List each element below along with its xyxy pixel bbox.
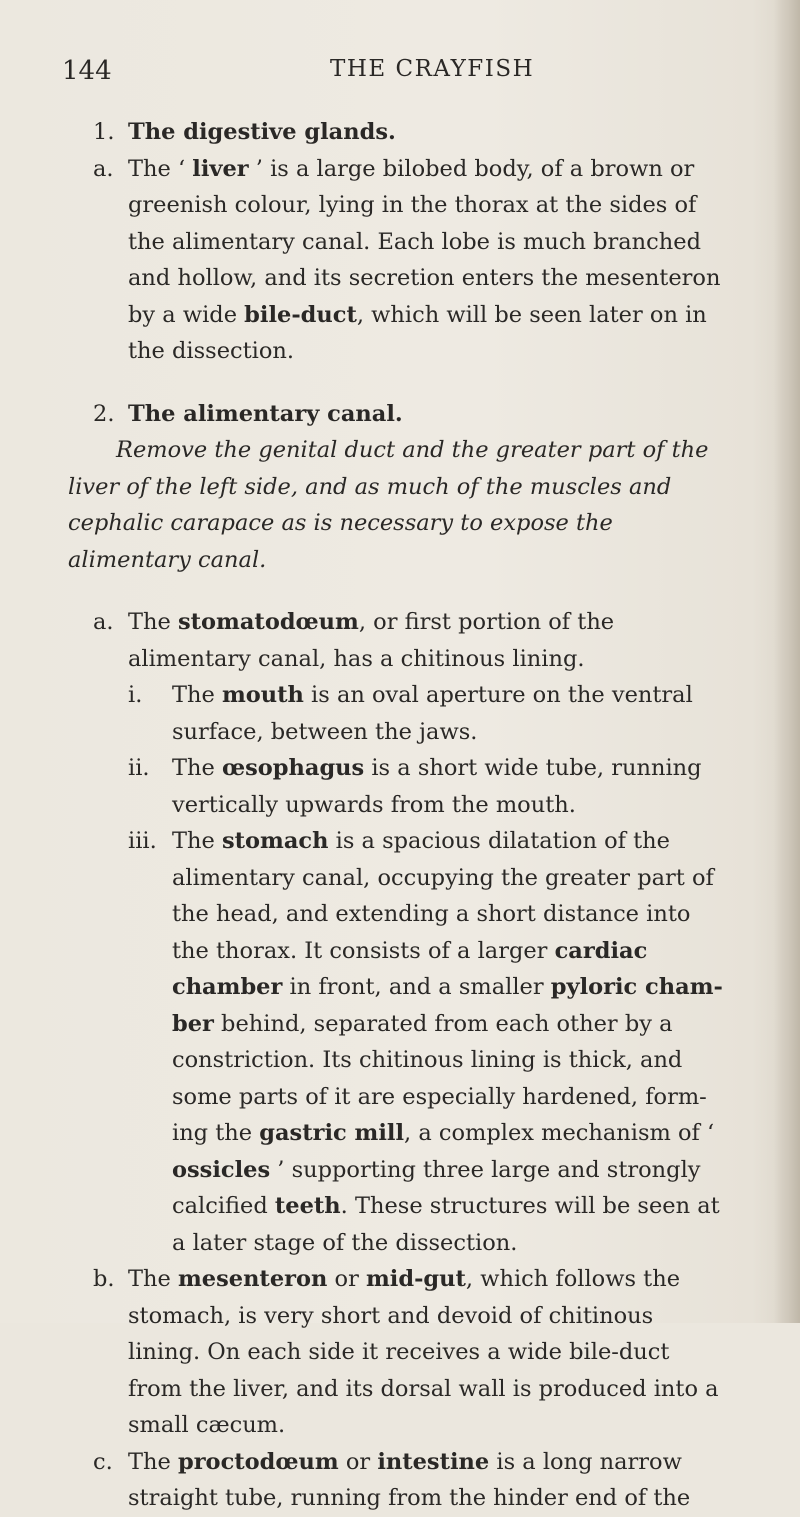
term-stomatodoeum: stomatodœum bbox=[177, 609, 359, 635]
paragraph-2a-iii bbox=[0, 823, 800, 1261]
term-oesophagus: œsophagus bbox=[221, 755, 365, 781]
paragraph-2c bbox=[0, 1444, 800, 1517]
term-mid-gut: mid-gut bbox=[365, 1266, 466, 1292]
page-body bbox=[0, 114, 800, 1517]
spacer bbox=[0, 370, 800, 396]
text-run: is an oval aperture on the ventral surface, between the jaws. bbox=[172, 682, 693, 745]
paragraph-1a bbox=[0, 151, 800, 370]
paragraph-2a-iii-marker: iii. bbox=[128, 828, 157, 854]
term-stomach: stomach bbox=[221, 828, 329, 854]
section-1-heading bbox=[0, 114, 800, 151]
term-cardiac-chamber: cardiac chamber bbox=[172, 937, 648, 1000]
text-run: is a spacious dilatation of the alimentary canal, occupying the greater part of the head, and extending a short distance into the thorax. It consists of a larger bbox=[172, 828, 714, 964]
term-mouth: mouth bbox=[221, 682, 304, 708]
paragraph-2a-ii bbox=[0, 750, 800, 823]
text-run: ’ supporting three large and strongly calcified bbox=[172, 1156, 701, 1219]
text-run: is a long narrow straight tube, running from the hinder end of the bbox=[128, 1448, 691, 1511]
term-teeth: teeth bbox=[274, 1193, 341, 1219]
term-bile-duct: bile-duct bbox=[244, 301, 357, 328]
text-run: The bbox=[128, 609, 178, 635]
text-run: behind, separated from each other by a constriction. Its chitinous lining is thick, and some parts of it are especially hardened, forming the bbox=[172, 1010, 707, 1146]
text-run: The bbox=[128, 1266, 178, 1292]
text-run: in front, and a smaller bbox=[282, 974, 551, 1000]
spacer bbox=[0, 578, 800, 604]
term-liver: liver bbox=[192, 155, 249, 182]
paragraph-2b bbox=[0, 1261, 800, 1444]
text-run: or bbox=[327, 1266, 366, 1292]
text-run: , a complex mechanism of ‘ bbox=[404, 1120, 715, 1146]
section-2-title: The alimentary canal. bbox=[128, 400, 403, 427]
term-pyloric-chamber: pyloric chamber bbox=[172, 974, 723, 1037]
section-1-title: The digestive glands. bbox=[128, 119, 396, 145]
term-intestine: intestine bbox=[377, 1448, 490, 1475]
section-1-number: 1. bbox=[93, 119, 115, 145]
text-run: or bbox=[338, 1448, 378, 1475]
page-number: 144 bbox=[62, 56, 112, 86]
term-proctodoeum: proctodœum bbox=[177, 1448, 339, 1475]
text-run: The ‘ bbox=[128, 155, 193, 182]
paragraph-2a bbox=[0, 604, 800, 677]
page-header bbox=[62, 56, 710, 96]
text-run: , which follows the stomach, is very short and devoid of chitinous lining. On each side it receives a wide bile-duct from the liver, and its dorsal wall is produced into a small cæcum. bbox=[128, 1266, 719, 1438]
text-run: . These structures will be seen at a later stage of the dissection. bbox=[172, 1193, 720, 1256]
term-gastric-mill: gastric mill bbox=[259, 1120, 405, 1146]
text-run: The bbox=[172, 682, 222, 708]
paragraph-2a-i-marker: i. bbox=[128, 682, 143, 708]
section-2-number: 2. bbox=[93, 400, 115, 427]
paragraph-2a-marker: a. bbox=[93, 609, 114, 635]
text-run: , or first portion of the alimentary canal, has a chitinous lining. bbox=[128, 609, 615, 672]
text-run: ’ is a large bilobed body, of a brown or greenish colour, lying in the thorax at the sides of the alimentary canal. Each lobe is much branched and hollow, and its secretion enters the mesenteron by a wide bbox=[128, 155, 721, 328]
term-mesenteron: mesenteron bbox=[177, 1266, 328, 1292]
text-run: The bbox=[172, 755, 222, 781]
text-run: , which will be seen later on in the dissection. bbox=[128, 301, 707, 364]
text-run: is a short wide tube, running vertically upwards from the mouth. bbox=[172, 755, 702, 818]
section-2-heading bbox=[0, 396, 800, 433]
paragraph-2b-marker: b. bbox=[93, 1266, 115, 1292]
dissection-instruction: Remove the genital duct and the greater part of the liver of the left side, and as much of the muscles and cephalic carapace as is necessary to expose the alimentary canal. bbox=[68, 437, 709, 573]
paragraph-2c-marker: c. bbox=[93, 1448, 113, 1475]
paragraph-2a-i bbox=[0, 677, 800, 750]
running-head: THE CRAYFISH bbox=[330, 56, 535, 82]
text-run: The bbox=[172, 828, 222, 854]
paragraph-1a-marker: a. bbox=[93, 155, 114, 182]
term-ossicles: ossicles bbox=[172, 1156, 271, 1183]
text-run: The bbox=[128, 1448, 178, 1475]
paragraph-2a-ii-marker: ii. bbox=[128, 755, 150, 781]
